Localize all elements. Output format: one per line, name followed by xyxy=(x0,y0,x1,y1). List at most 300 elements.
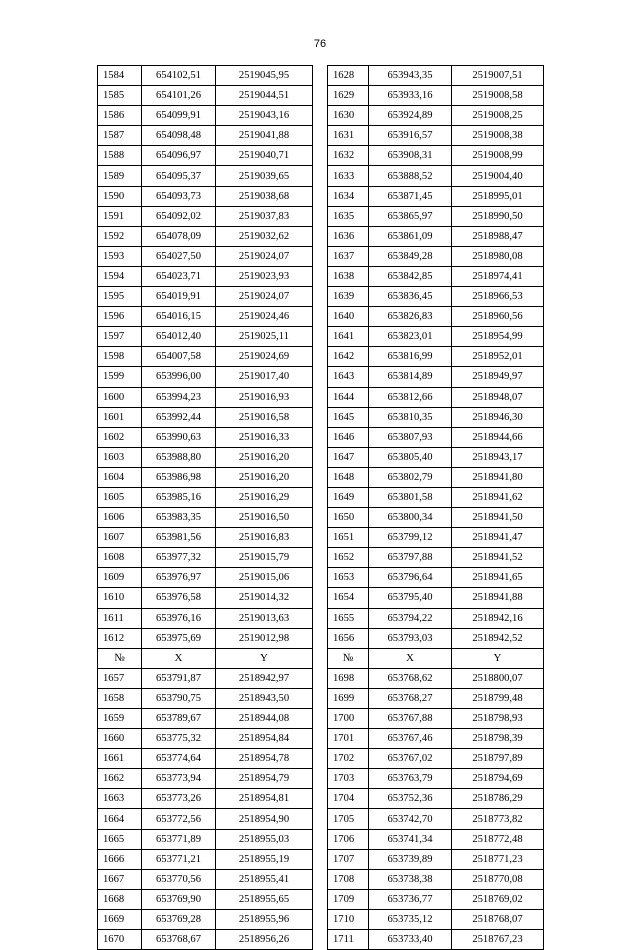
y-coordinate-cell: 2518941,62 xyxy=(452,487,544,507)
x-coordinate-cell: 653800,34 xyxy=(369,508,452,528)
x-coordinate-cell: 653842,85 xyxy=(369,266,452,286)
y-coordinate-cell: 2518799,48 xyxy=(452,688,544,708)
y-coordinate-cell: 2519008,99 xyxy=(452,146,544,166)
point-number-cell: 1666 xyxy=(98,849,142,869)
x-coordinate-cell: 654078,09 xyxy=(142,226,216,246)
x-coordinate-cell: 654027,50 xyxy=(142,246,216,266)
y-coordinate-cell: 2519023,93 xyxy=(216,266,313,286)
x-coordinate-cell: 653752,36 xyxy=(369,789,452,809)
column-separator xyxy=(313,287,328,307)
y-coordinate-cell: 2518942,52 xyxy=(452,628,544,648)
x-coordinate-cell: 653738,38 xyxy=(369,869,452,889)
x-coordinate-cell: 654096,97 xyxy=(142,146,216,166)
x-coordinate-cell: 653933,16 xyxy=(369,86,452,106)
column-separator xyxy=(313,709,328,729)
point-number-cell: 1642 xyxy=(328,347,369,367)
x-coordinate-cell: 653826,83 xyxy=(369,307,452,327)
x-coordinate-cell: 653791,87 xyxy=(142,668,216,688)
point-number-cell: 1707 xyxy=(328,849,369,869)
y-coordinate-cell: 2519040,71 xyxy=(216,146,313,166)
x-coordinate-cell: 653802,79 xyxy=(369,467,452,487)
table-row xyxy=(98,668,544,688)
x-coordinate-cell: 653924,89 xyxy=(369,106,452,126)
point-number-cell: 1591 xyxy=(98,206,142,226)
x-coordinate-cell: 653775,32 xyxy=(142,729,216,749)
point-number-cell: 1587 xyxy=(98,126,142,146)
column-separator xyxy=(313,407,328,427)
x-coordinate-cell: 653768,67 xyxy=(142,930,216,950)
y-coordinate-cell: 2519013,63 xyxy=(216,608,313,628)
x-coordinate-cell: 653770,56 xyxy=(142,869,216,889)
number-header: № xyxy=(98,648,142,668)
column-separator xyxy=(313,307,328,327)
point-number-cell: 1594 xyxy=(98,266,142,286)
x-coordinate-cell: 653812,66 xyxy=(369,387,452,407)
point-number-cell: 1710 xyxy=(328,909,369,929)
y-coordinate-cell: 2518980,08 xyxy=(452,246,544,266)
table-row xyxy=(98,548,544,568)
table-row xyxy=(98,528,544,548)
table-row xyxy=(98,849,544,869)
y-coordinate-cell: 2518769,02 xyxy=(452,889,544,909)
point-number-cell: 1628 xyxy=(328,66,369,86)
point-number-cell: 1703 xyxy=(328,769,369,789)
y-coordinate-cell: 2519016,50 xyxy=(216,508,313,528)
point-number-cell: 1610 xyxy=(98,588,142,608)
x-coordinate-cell: 653976,16 xyxy=(142,608,216,628)
point-number-cell: 1658 xyxy=(98,688,142,708)
x-coordinate-cell: 653763,79 xyxy=(369,769,452,789)
y-coordinate-cell: 2519016,83 xyxy=(216,528,313,548)
point-number-cell: 1656 xyxy=(328,628,369,648)
table-row xyxy=(98,447,544,467)
x-coordinate-cell: 653816,99 xyxy=(369,347,452,367)
y-coordinate-cell: 2518772,48 xyxy=(452,829,544,849)
point-number-cell: 1698 xyxy=(328,668,369,688)
column-separator xyxy=(313,648,328,668)
point-number-cell: 1612 xyxy=(98,628,142,648)
y-coordinate-cell: 2519037,83 xyxy=(216,206,313,226)
y-coordinate-cell: 2518942,97 xyxy=(216,668,313,688)
x-coordinate-cell: 653768,62 xyxy=(369,668,452,688)
column-separator xyxy=(313,226,328,246)
x-coordinate-cell: 654023,71 xyxy=(142,266,216,286)
table-row xyxy=(98,568,544,588)
column-separator xyxy=(313,568,328,588)
x-coordinate-cell: 653771,89 xyxy=(142,829,216,849)
point-number-cell: 1651 xyxy=(328,528,369,548)
column-separator xyxy=(313,628,328,648)
point-number-cell: 1596 xyxy=(98,307,142,327)
point-number-cell: 1605 xyxy=(98,487,142,507)
x-coordinate-cell: 653994,23 xyxy=(142,387,216,407)
column-separator xyxy=(313,809,328,829)
x-coordinate-cell: 653773,26 xyxy=(142,789,216,809)
y-coordinate-cell: 2518956,26 xyxy=(216,930,313,950)
point-number-cell: 1608 xyxy=(98,548,142,568)
point-number-cell: 1632 xyxy=(328,146,369,166)
x-coordinate-cell: 653774,64 xyxy=(142,749,216,769)
x-coordinate-cell: 654101,26 xyxy=(142,86,216,106)
column-separator xyxy=(313,126,328,146)
table-row xyxy=(98,588,544,608)
column-separator xyxy=(313,729,328,749)
column-separator xyxy=(313,206,328,226)
point-number-cell: 1654 xyxy=(328,588,369,608)
y-coordinate-cell: 2518944,66 xyxy=(452,427,544,447)
table-row xyxy=(98,206,544,226)
y-coordinate-cell: 2519024,46 xyxy=(216,307,313,327)
x-coordinate-cell: 653983,35 xyxy=(142,508,216,528)
coordinates-table xyxy=(97,65,544,950)
y-coordinate-cell: 2518960,56 xyxy=(452,307,544,327)
y-coordinate-cell: 2519024,69 xyxy=(216,347,313,367)
table-row xyxy=(98,347,544,367)
y-coordinate-cell: 2518995,01 xyxy=(452,186,544,206)
point-number-cell: 1599 xyxy=(98,367,142,387)
point-number-cell: 1637 xyxy=(328,246,369,266)
table-row xyxy=(98,146,544,166)
page-number: 76 xyxy=(313,38,327,50)
table-row xyxy=(98,709,544,729)
y-coordinate-cell: 2519032,62 xyxy=(216,226,313,246)
table-row xyxy=(98,126,544,146)
x-coordinate-cell: 653943,35 xyxy=(369,66,452,86)
y-header: Y xyxy=(452,648,544,668)
point-number-cell: 1598 xyxy=(98,347,142,367)
point-number-cell: 1665 xyxy=(98,829,142,849)
column-separator xyxy=(313,508,328,528)
point-number-cell: 1670 xyxy=(98,930,142,950)
x-coordinate-cell: 653981,56 xyxy=(142,528,216,548)
column-separator xyxy=(313,769,328,789)
y-coordinate-cell: 2518955,41 xyxy=(216,869,313,889)
point-number-cell: 1648 xyxy=(328,467,369,487)
table-row xyxy=(98,869,544,889)
y-coordinate-cell: 2519008,58 xyxy=(452,86,544,106)
point-number-cell: 1633 xyxy=(328,166,369,186)
point-number-cell: 1645 xyxy=(328,407,369,427)
table-row xyxy=(98,307,544,327)
y-coordinate-cell: 2518974,41 xyxy=(452,266,544,286)
column-separator xyxy=(313,869,328,889)
y-coordinate-cell: 2518954,81 xyxy=(216,789,313,809)
x-coordinate-cell: 653767,88 xyxy=(369,709,452,729)
column-separator xyxy=(313,387,328,407)
table-row xyxy=(98,909,544,929)
table-row xyxy=(98,66,544,86)
column-separator xyxy=(313,186,328,206)
point-number-cell: 1662 xyxy=(98,769,142,789)
y-coordinate-cell: 2519008,38 xyxy=(452,126,544,146)
y-coordinate-cell: 2518944,08 xyxy=(216,709,313,729)
column-separator xyxy=(313,909,328,929)
x-coordinate-cell: 653768,27 xyxy=(369,688,452,708)
point-number-cell: 1667 xyxy=(98,869,142,889)
x-coordinate-cell: 654099,91 xyxy=(142,106,216,126)
y-coordinate-cell: 2519044,51 xyxy=(216,86,313,106)
point-number-cell: 1635 xyxy=(328,206,369,226)
column-separator xyxy=(313,347,328,367)
y-coordinate-cell: 2518943,17 xyxy=(452,447,544,467)
number-header: № xyxy=(328,648,369,668)
x-coordinate-cell: 653741,34 xyxy=(369,829,452,849)
table-row xyxy=(98,186,544,206)
y-coordinate-cell: 2518768,07 xyxy=(452,909,544,929)
table-row xyxy=(98,487,544,507)
x-coordinate-cell: 653865,97 xyxy=(369,206,452,226)
table-row xyxy=(98,508,544,528)
x-coordinate-cell: 653996,00 xyxy=(142,367,216,387)
x-coordinate-cell: 653992,44 xyxy=(142,407,216,427)
table-row xyxy=(98,628,544,648)
table-row xyxy=(98,608,544,628)
point-number-cell: 1669 xyxy=(98,909,142,929)
point-number-cell: 1701 xyxy=(328,729,369,749)
point-number-cell: 1604 xyxy=(98,467,142,487)
y-coordinate-cell: 2519025,11 xyxy=(216,327,313,347)
point-number-cell: 1597 xyxy=(98,327,142,347)
point-number-cell: 1709 xyxy=(328,889,369,909)
x-coordinate-cell: 653849,28 xyxy=(369,246,452,266)
table-row xyxy=(98,809,544,829)
y-coordinate-cell: 2519016,93 xyxy=(216,387,313,407)
x-coordinate-cell: 653988,80 xyxy=(142,447,216,467)
point-number-cell: 1634 xyxy=(328,186,369,206)
x-coordinate-cell: 653985,16 xyxy=(142,487,216,507)
column-separator xyxy=(313,66,328,86)
table-row xyxy=(98,387,544,407)
point-number-cell: 1708 xyxy=(328,869,369,889)
point-number-cell: 1590 xyxy=(98,186,142,206)
x-coordinate-cell: 653976,97 xyxy=(142,568,216,588)
x-coordinate-cell: 653790,75 xyxy=(142,688,216,708)
table-row xyxy=(98,688,544,708)
y-coordinate-cell: 2518955,65 xyxy=(216,889,313,909)
table-row xyxy=(98,287,544,307)
y-coordinate-cell: 2519015,79 xyxy=(216,548,313,568)
point-number-cell: 1630 xyxy=(328,106,369,126)
point-number-cell: 1609 xyxy=(98,568,142,588)
y-coordinate-cell: 2519008,25 xyxy=(452,106,544,126)
point-number-cell: 1585 xyxy=(98,86,142,106)
y-coordinate-cell: 2518990,50 xyxy=(452,206,544,226)
point-number-cell: 1660 xyxy=(98,729,142,749)
column-separator xyxy=(313,266,328,286)
x-coordinate-cell: 654098,48 xyxy=(142,126,216,146)
y-coordinate-cell: 2518946,30 xyxy=(452,407,544,427)
x-coordinate-cell: 653888,52 xyxy=(369,166,452,186)
point-number-cell: 1584 xyxy=(98,66,142,86)
point-number-cell: 1661 xyxy=(98,749,142,769)
x-coordinate-cell: 653810,35 xyxy=(369,407,452,427)
point-number-cell: 1702 xyxy=(328,749,369,769)
point-number-cell: 1602 xyxy=(98,427,142,447)
column-separator xyxy=(313,889,328,909)
column-separator xyxy=(313,849,328,869)
y-coordinate-cell: 2519024,07 xyxy=(216,287,313,307)
x-coordinate-cell: 653871,45 xyxy=(369,186,452,206)
table-row xyxy=(98,749,544,769)
point-number-cell: 1600 xyxy=(98,387,142,407)
column-separator xyxy=(313,749,328,769)
column-separator xyxy=(313,930,328,950)
x-coordinate-cell: 653977,32 xyxy=(142,548,216,568)
point-number-cell: 1588 xyxy=(98,146,142,166)
y-coordinate-cell: 2518771,23 xyxy=(452,849,544,869)
column-separator xyxy=(313,327,328,347)
table-row xyxy=(98,327,544,347)
column-separator xyxy=(313,588,328,608)
column-separator xyxy=(313,608,328,628)
y-coordinate-cell: 2519038,68 xyxy=(216,186,313,206)
x-coordinate-cell: 653735,12 xyxy=(369,909,452,929)
point-number-cell: 1644 xyxy=(328,387,369,407)
y-coordinate-cell: 2518941,47 xyxy=(452,528,544,548)
y-coordinate-cell: 2519017,40 xyxy=(216,367,313,387)
column-separator xyxy=(313,447,328,467)
point-number-cell: 1592 xyxy=(98,226,142,246)
y-coordinate-cell: 2518786,29 xyxy=(452,789,544,809)
y-coordinate-cell: 2518800,07 xyxy=(452,668,544,688)
x-coordinate-cell: 653976,58 xyxy=(142,588,216,608)
y-coordinate-cell: 2518948,07 xyxy=(452,387,544,407)
point-number-cell: 1586 xyxy=(98,106,142,126)
x-coordinate-cell: 653823,01 xyxy=(369,327,452,347)
y-coordinate-cell: 2518767,23 xyxy=(452,930,544,950)
table-header-row xyxy=(98,648,544,668)
y-coordinate-cell: 2519039,65 xyxy=(216,166,313,186)
table-row xyxy=(98,930,544,950)
column-separator xyxy=(313,528,328,548)
x-coordinate-cell: 653767,46 xyxy=(369,729,452,749)
x-coordinate-cell: 653769,28 xyxy=(142,909,216,929)
y-coordinate-cell: 2518794,69 xyxy=(452,769,544,789)
table-row xyxy=(98,427,544,447)
y-coordinate-cell: 2518941,88 xyxy=(452,588,544,608)
y-header: Y xyxy=(216,648,313,668)
point-number-cell: 1705 xyxy=(328,809,369,829)
y-coordinate-cell: 2519041,88 xyxy=(216,126,313,146)
point-number-cell: 1706 xyxy=(328,829,369,849)
x-coordinate-cell: 653801,58 xyxy=(369,487,452,507)
y-coordinate-cell: 2519007,51 xyxy=(452,66,544,86)
point-number-cell: 1631 xyxy=(328,126,369,146)
point-number-cell: 1668 xyxy=(98,889,142,909)
point-number-cell: 1639 xyxy=(328,287,369,307)
table-row xyxy=(98,407,544,427)
point-number-cell: 1603 xyxy=(98,447,142,467)
y-coordinate-cell: 2518941,65 xyxy=(452,568,544,588)
y-coordinate-cell: 2519015,06 xyxy=(216,568,313,588)
point-number-cell: 1606 xyxy=(98,508,142,528)
x-coordinate-cell: 653861,09 xyxy=(369,226,452,246)
point-number-cell: 1664 xyxy=(98,809,142,829)
x-coordinate-cell: 653836,45 xyxy=(369,287,452,307)
point-number-cell: 1657 xyxy=(98,668,142,688)
x-coordinate-cell: 654012,40 xyxy=(142,327,216,347)
point-number-cell: 1595 xyxy=(98,287,142,307)
y-coordinate-cell: 2518954,78 xyxy=(216,749,313,769)
column-separator xyxy=(313,668,328,688)
point-number-cell: 1700 xyxy=(328,709,369,729)
x-coordinate-cell: 653794,22 xyxy=(369,608,452,628)
x-coordinate-cell: 653795,40 xyxy=(369,588,452,608)
y-coordinate-cell: 2518941,80 xyxy=(452,467,544,487)
x-coordinate-cell: 654019,91 xyxy=(142,287,216,307)
x-coordinate-cell: 653986,98 xyxy=(142,467,216,487)
table-row xyxy=(98,729,544,749)
column-separator xyxy=(313,166,328,186)
point-number-cell: 1699 xyxy=(328,688,369,708)
x-coordinate-cell: 653990,63 xyxy=(142,427,216,447)
x-coordinate-cell: 653797,88 xyxy=(369,548,452,568)
y-coordinate-cell: 2518942,16 xyxy=(452,608,544,628)
column-separator xyxy=(313,86,328,106)
point-number-cell: 1655 xyxy=(328,608,369,628)
column-separator xyxy=(313,688,328,708)
y-coordinate-cell: 2518955,19 xyxy=(216,849,313,869)
table-row xyxy=(98,769,544,789)
table-row xyxy=(98,246,544,266)
point-number-cell: 1640 xyxy=(328,307,369,327)
table-row xyxy=(98,789,544,809)
column-separator xyxy=(313,467,328,487)
table-row xyxy=(98,106,544,126)
point-number-cell: 1649 xyxy=(328,487,369,507)
x-coordinate-cell: 653789,67 xyxy=(142,709,216,729)
y-coordinate-cell: 2518954,99 xyxy=(452,327,544,347)
x-coordinate-cell: 653908,31 xyxy=(369,146,452,166)
x-coordinate-cell: 654102,51 xyxy=(142,66,216,86)
point-number-cell: 1636 xyxy=(328,226,369,246)
column-separator xyxy=(313,106,328,126)
point-number-cell: 1653 xyxy=(328,568,369,588)
y-coordinate-cell: 2518941,52 xyxy=(452,548,544,568)
x-coordinate-cell: 653793,03 xyxy=(369,628,452,648)
y-coordinate-cell: 2518966,53 xyxy=(452,287,544,307)
point-number-cell: 1607 xyxy=(98,528,142,548)
column-separator xyxy=(313,246,328,266)
y-coordinate-cell: 2519043,16 xyxy=(216,106,313,126)
x-coordinate-cell: 653767,02 xyxy=(369,749,452,769)
y-coordinate-cell: 2518941,50 xyxy=(452,508,544,528)
y-coordinate-cell: 2518770,08 xyxy=(452,869,544,889)
point-number-cell: 1647 xyxy=(328,447,369,467)
column-separator xyxy=(313,146,328,166)
point-number-cell: 1663 xyxy=(98,789,142,809)
column-separator xyxy=(313,829,328,849)
x-coordinate-cell: 653742,70 xyxy=(369,809,452,829)
y-coordinate-cell: 2518773,82 xyxy=(452,809,544,829)
column-separator xyxy=(313,487,328,507)
coordinates-table-body xyxy=(98,66,544,950)
point-number-cell: 1652 xyxy=(328,548,369,568)
y-coordinate-cell: 2518954,90 xyxy=(216,809,313,829)
point-number-cell: 1589 xyxy=(98,166,142,186)
x-coordinate-cell: 653975,69 xyxy=(142,628,216,648)
x-coordinate-cell: 653814,89 xyxy=(369,367,452,387)
column-separator xyxy=(313,789,328,809)
x-header: X xyxy=(369,648,452,668)
y-coordinate-cell: 2518797,89 xyxy=(452,749,544,769)
column-separator xyxy=(313,367,328,387)
table-row xyxy=(98,367,544,387)
x-coordinate-cell: 653773,94 xyxy=(142,769,216,789)
y-coordinate-cell: 2518943,50 xyxy=(216,688,313,708)
point-number-cell: 1643 xyxy=(328,367,369,387)
point-number-cell: 1638 xyxy=(328,266,369,286)
